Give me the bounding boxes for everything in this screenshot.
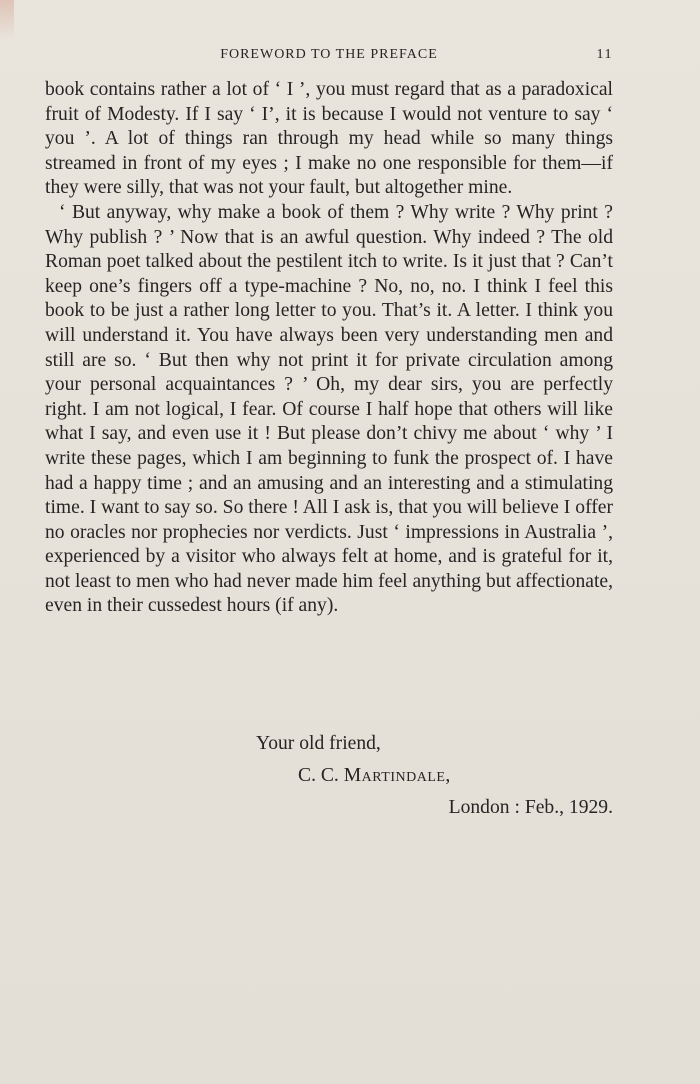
signoff-greeting: Your old friend, — [256, 733, 381, 754]
signoff — [45, 732, 613, 828]
signoff-initials: C. C. — [298, 765, 339, 786]
signoff-place-date: London : Feb., 1929. — [448, 797, 613, 818]
running-head — [45, 47, 613, 67]
paragraph-continued: book contains rather a lot of ‘ I ’, you must regard that as a paradoxical fruit of Modesty. If I say ‘ I’, it is because I would not venture to say ‘ you ’. A lot of things ran through my head while so many things streamed in front of my eyes ; I make no one responsible for them—if they were silly, that was not your fault, but altogether mine. — [45, 79, 613, 199]
signoff-surname: Martindale, — [343, 765, 451, 786]
running-title: FOREWORD TO THE PREFACE — [220, 47, 438, 62]
page-number: 11 — [596, 47, 613, 62]
paragraph-main: ‘ But anyway, why make a book of them ? Why write ? Why print ? Why publish ? ’ Now that is an awful question. Why indeed ? The old Roman poet talked about the pestilent itch to write. Is it just that ? Can’t keep one’s fingers off a type-machine ? No, no, no. I think I feel this book to be just a rather long letter to you. That’s it. A letter. I think you will understand it. You have always been very understanding men and still are so. ‘ But then why not print it for private circulation among your personal acquaintances ? ’ Oh, my dear sirs, you are perfectly right. I am not logical, I fear. Of course I half hope that others will like what I say, and even use it ! But please don’t chivy me about ‘ why ’ I write these pages, which I am beginning to funk the prospect of. I have had a happy time ; and an amusing and an interesting and a stimulating time. I want to say so. So there ! All I ask is, that you will believe I offer no oracles nor prophecies nor verdicts. Just ‘ impressions in Australia ’, experienced by a visitor who always felt at home, and is grateful for it, not least to men who had never made him feel anything but affectionate, even in their cussedest hours (if any). — [45, 201, 613, 617]
page-edge-stain — [0, 0, 14, 40]
signoff-name — [298, 764, 451, 789]
body-text — [45, 78, 613, 619]
